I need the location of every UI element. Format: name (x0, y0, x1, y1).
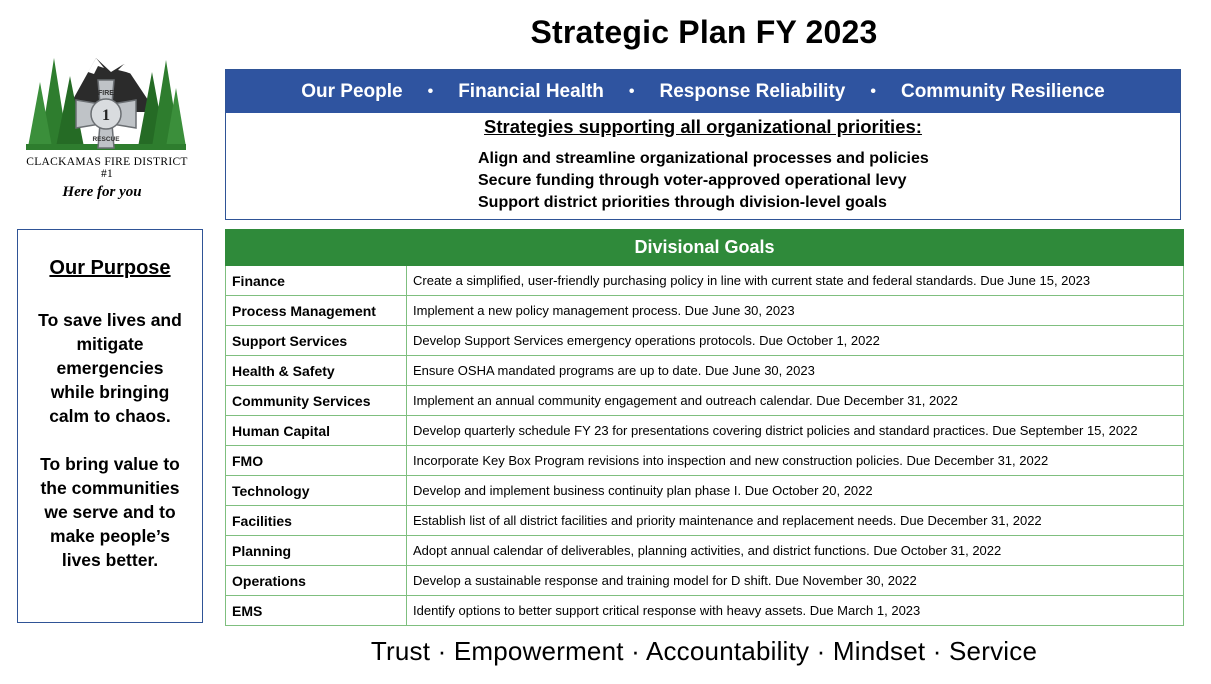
priorities-bar (226, 70, 1180, 113)
strategy-item: Align and streamline organizational processes and policies (478, 150, 929, 167)
division-cell: Community Services (226, 386, 407, 416)
goal-cell: Develop and implement business continuity plan phase I. Due October 20, 2022 (407, 476, 1184, 506)
goal-cell: Develop quarterly schedule FY 23 for presentations covering district policies and standard practices. Due September 15, 2022 (407, 416, 1184, 446)
priorities-panel (225, 69, 1181, 220)
org-name: CLACKAMAS FIRE DISTRICT #1 (26, 156, 188, 180)
priority-response-reliability: Response Reliability (659, 80, 846, 102)
purpose-statement: To bring value to the communities we serve and to make people’s lives better. (40, 454, 180, 570)
page-title: Strategic Plan FY 2023 (530, 14, 878, 50)
table-row (226, 596, 1184, 626)
logo-emblem-icon (26, 52, 186, 154)
strategies-heading: Strategies supporting all organizational priorities: (484, 116, 922, 137)
goal-cell: Implement a new policy management process. Due June 30, 2023 (407, 296, 1184, 326)
division-cell: Process Management (226, 296, 407, 326)
priority-financial-health: Financial Health (458, 80, 604, 102)
divisional-goals-table (225, 229, 1184, 626)
division-cell: Operations (226, 566, 407, 596)
strategies-list (478, 148, 1180, 214)
table-row (226, 536, 1184, 566)
goal-cell: Develop Support Services emergency operations protocols. Due October 1, 2022 (407, 326, 1184, 356)
purpose-box (17, 229, 203, 623)
table-row (226, 476, 1184, 506)
goal-cell: Ensure OSHA mandated programs are up to date. Due June 30, 2023 (407, 356, 1184, 386)
priority-separator: • (628, 82, 635, 100)
division-cell: Finance (226, 266, 407, 296)
goal-cell: Establish list of all district facilities and priority maintenance and replacement needs. Due December 31, 2022 (407, 506, 1184, 536)
goal-cell: Identify options to better support critical response with heavy assets. Due March 1, 2023 (407, 596, 1184, 626)
division-cell: Facilities (226, 506, 407, 536)
purpose-statement: To save lives and mitigate emergencies while bringing calm to chaos. (38, 310, 182, 426)
strategy-item: Support district priorities through division-level goals (478, 194, 887, 211)
division-cell: Health & Safety (226, 356, 407, 386)
goal-cell: Develop a sustainable response and training model for D shift. Due November 30, 2022 (407, 566, 1184, 596)
division-cell: Support Services (226, 326, 407, 356)
priority-separator: • (427, 82, 434, 100)
division-cell: Planning (226, 536, 407, 566)
values-line: Trust · Empowerment · Accountability · Mindset · Service (370, 636, 1038, 666)
priority-separator: • (870, 82, 876, 100)
table-row (226, 566, 1184, 596)
table-row (226, 266, 1184, 296)
table-row (226, 296, 1184, 326)
goal-cell: Incorporate Key Box Program revisions into inspection and new construction policies. Due December 31, 2022 (407, 446, 1184, 476)
table-row (226, 446, 1184, 476)
table-row (226, 356, 1184, 386)
division-cell: EMS (226, 596, 407, 626)
svg-text:RESCUE: RESCUE (92, 136, 120, 143)
strategy-item: Secure funding through voter-approved operational levy (478, 172, 907, 189)
svg-text:1: 1 (102, 107, 110, 124)
table-row (226, 416, 1184, 446)
division-cell: Technology (226, 476, 407, 506)
purpose-title: Our Purpose (49, 257, 171, 279)
tagline: Here for you (62, 184, 142, 200)
division-cell: Human Capital (226, 416, 407, 446)
table-row (226, 326, 1184, 356)
goal-cell: Create a simplified, user-friendly purchasing policy in line with current state and federal standards. Due June 15, 2023 (407, 266, 1184, 296)
priority-community-resilience: Community Resilience (900, 80, 1105, 102)
svg-text:FIRE: FIRE (98, 90, 114, 97)
priority-our-people: Our People (301, 80, 403, 102)
table-row (226, 386, 1184, 416)
table-row (226, 506, 1184, 536)
district-logo (22, 52, 192, 201)
goal-cell: Adopt annual calendar of deliverables, planning activities, and district functions. Due October 31, 2022 (407, 536, 1184, 566)
goals-heading: Divisional Goals (226, 230, 1184, 266)
goal-cell: Implement an annual community engagement and outreach calendar. Due December 31, 2022 (407, 386, 1184, 416)
division-cell: FMO (226, 446, 407, 476)
